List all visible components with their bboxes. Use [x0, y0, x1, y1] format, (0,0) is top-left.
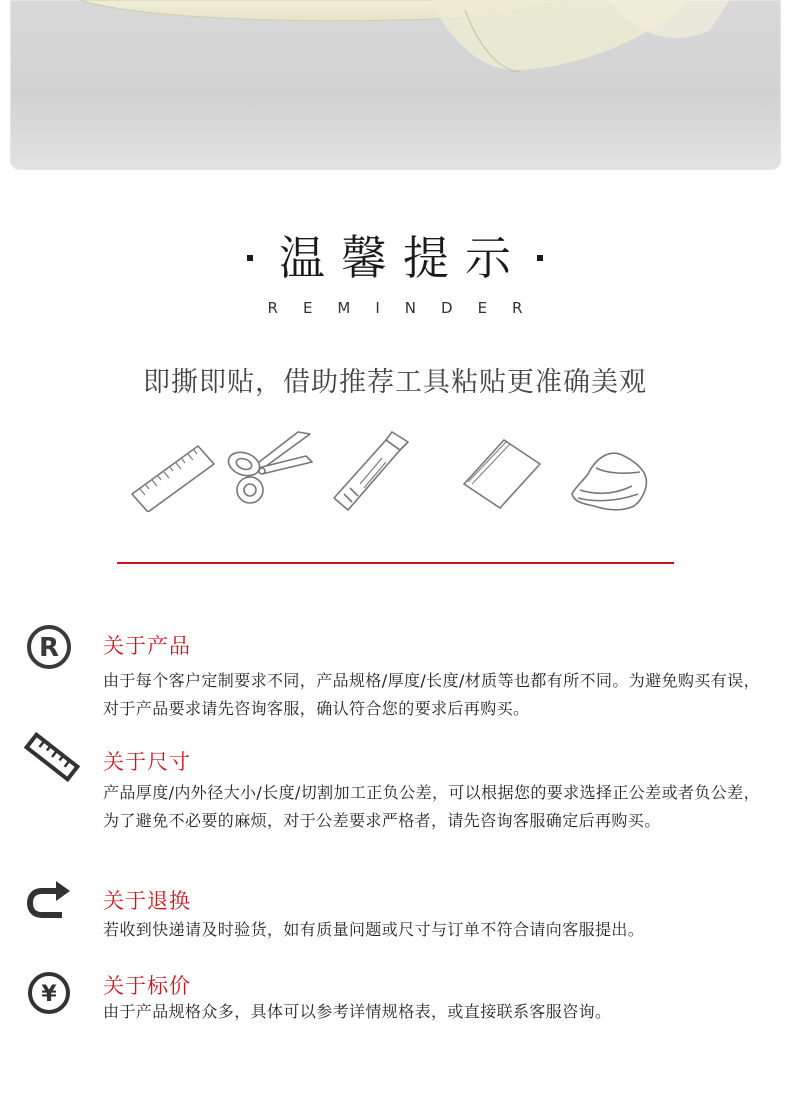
tool-tagline: 即撕即贴，借助推荐工具粘贴更准确美观 — [143, 367, 647, 398]
cloth-icon — [566, 438, 656, 518]
section-body: 由于每个客户定制要求不同，产品规格/厚度/长度/材质等也都有所不同。为避免购买有误，对于产品要求请先咨询客服，确认符合您的要求后再购买。 — [103, 671, 760, 718]
section-body: 若收到快递请及时验货，如有质量问题或尺寸与订单不符合请向客服提出。 — [103, 920, 645, 939]
section-title: 关于标价 — [103, 974, 191, 998]
ruler-icon — [24, 732, 80, 782]
registered-icon — [24, 622, 74, 672]
bullet-dot — [247, 255, 253, 261]
divider-line — [117, 562, 674, 564]
scissors-icon — [220, 428, 320, 514]
svg-text:¥: ¥ — [41, 982, 57, 1007]
section-title: 关于尺寸 — [103, 750, 191, 774]
section-title: 关于产品 — [103, 634, 191, 658]
reminder-subtitle: REMINDER — [267, 299, 548, 317]
card-icon — [458, 436, 548, 516]
section-body: 由于产品规格众多，具体可以参考详情规格表，或直接联系客服咨询。 — [103, 1002, 612, 1021]
reminder-heading — [0, 222, 790, 288]
section-body: 产品厚度/内外径大小/长度/切割加工正负公差，可以根据您的要求选择正公差或者负公差，为了避免不必要的麻烦，对于公差要求严格者，请先咨询客服确定后再购买。 — [103, 783, 760, 830]
section-title: 关于退换 — [103, 889, 191, 913]
utility-knife-icon — [330, 428, 420, 514]
heading-title: 温馨提示 — [279, 231, 527, 285]
tools-row — [120, 420, 680, 520]
product-photo — [10, 0, 781, 170]
svg-text:R: R — [38, 633, 60, 663]
ruler-icon — [128, 432, 223, 512]
return-arrow-icon — [24, 877, 74, 927]
yen-icon — [24, 968, 74, 1018]
bullet-dot — [537, 255, 543, 261]
